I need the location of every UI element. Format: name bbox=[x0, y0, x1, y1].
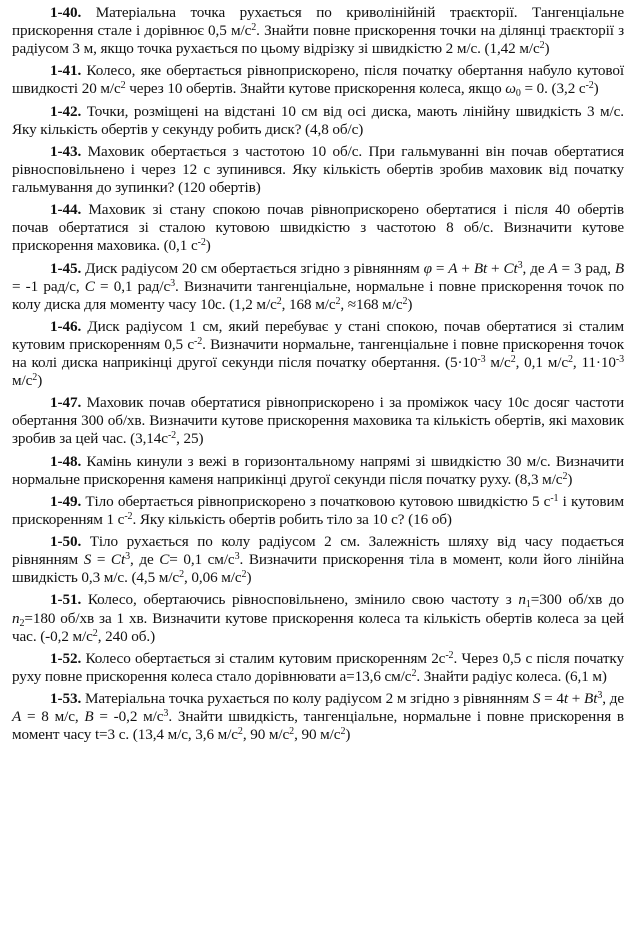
problem-1-43 bbox=[12, 143, 624, 197]
problem-number: 1-41. bbox=[50, 62, 82, 80]
problem-text: Маховик обертається з частотою 10 об/с. При гальмуванні він почав обертатися рівносповільнено і через 12 с зупинився. Яку кількість обертів зробив маховик від початку гальмування до зупинки? (120 обертів) bbox=[12, 142, 625, 196]
problem-text: Диск радіусом 20 см обертається згідно з рівнянням $\varphi = A + Bt + Ct^3$, де A = 3 рад, B = -1 рад/с, C = 0,1 рад/$с^3$. Визначити тангенціальне, нормальне і повне прискорення точок по колу диска для моменту часу 10с. (1,2 $м/с^2$, 168 $м/с^2$, ≈168 $м/с^2$) bbox=[12, 259, 625, 313]
problem-text: Матеріальна точка рухається по криволінійній траєкторії. Тангенціальне прискорення стале і дорівнює 0,5 $м/с^2$. Знайти повне прискорення точки на ділянці траєкторії з радіусом 3 м, якщо точка рухається по цьому відрізку зі швидкістю 2 м/с. (1,42 $м/с^2$) bbox=[12, 4, 624, 58]
problem-text: Тіло обертається рівноприскорено з початковою кутовою швидкістю 5 $с^{-1}$ і кутовим прискоренням 1 $с^{-2}$. Яку кількість обертів робить тіло за 10 с? (16 об) bbox=[12, 492, 625, 528]
problem-text: Камінь кинули з вежі в горизонтальному напрямі зі швидкістю 30 м/с. Визначити нормальне прискорення каменя наприкінці другої секунди після початку руху. (8,3 $м/с^2$) bbox=[12, 452, 624, 488]
problem-1-42 bbox=[12, 103, 624, 139]
problem-1-50 bbox=[12, 533, 624, 587]
problem-text: Диск радіусом 1 см, який перебуває у стані спокою, почав обертатися зі сталим кутовим прискоренням 0,5 $с^{-2}$. Визначити нормальне, тангенціальне і повне прискорення точок на колі диска наприкінці другої секунди після початку обертання. ($5\cdot 10^{-3}$ $м/с^2$, 0,1 $м/с^2$, $11\cdot 10^{-3}$ $м/с^2$) bbox=[12, 317, 625, 390]
problem-number: 1-50. bbox=[50, 533, 82, 551]
problem-1-47 bbox=[12, 394, 624, 448]
problem-number: 1-44. bbox=[50, 201, 82, 219]
problem-number: 1-45. bbox=[50, 259, 82, 277]
problem-text: Колесо, яке обертається рівноприскорено, після початку обертання набуло кутової швидкості 20 $м/с^2$ через 10 обертів. Знайти кутове прискорення колеса, якщо $\omega_0 = 0$. (3,2 $с^{-2}$) bbox=[12, 62, 624, 100]
problem-number: 1-48. bbox=[50, 452, 82, 470]
problem-text: Колесо, обертаючись рівносповільнено, змінило свою частоту з $n_1=300$ об/хв до $n_2=180$ об/хв за 1 хв. Визначити кутове прискорення колеса та кількість обертів колеса за цей час. (-0,2 $м/с^2$, 240 об.) bbox=[12, 591, 624, 645]
problem-1-44 bbox=[12, 201, 624, 255]
problem-1-52 bbox=[12, 650, 624, 686]
problem-number: 1-40. bbox=[50, 4, 82, 21]
problem-1-46 bbox=[12, 318, 624, 390]
problem-1-49 bbox=[12, 493, 624, 529]
problem-1-41 bbox=[12, 62, 624, 98]
problem-1-53 bbox=[12, 690, 624, 744]
problem-1-51 bbox=[12, 591, 624, 645]
problem-text: Матеріальна точка рухається по колу радіусом 2 м згідно з рівнянням $S = 4t + Bt^3$, де A = 8 м/с, B = -0,2 $м/с^3$. Знайти швидкість, тангенціальне, нормальне і повне прискорення в момент часу t=3 с. (13,4 м/с, 3,6 $м/с^2$, 90 $м/с^2$, 90 $м/с^2$) bbox=[12, 690, 624, 744]
problem-1-45 bbox=[12, 260, 624, 314]
problem-text: Маховик почав обертатися рівноприскорено і за проміжок часу 10с досяг частоти обертання 300 об/хв. Визначити кутове прискорення маховика та кількість обертів, які маховик зробив за цей час. ($3,14с^{-2}$, 25) bbox=[12, 394, 624, 448]
problem-number: 1-51. bbox=[50, 591, 82, 609]
problem-number: 1-53. bbox=[50, 690, 82, 708]
problem-text: Колесо обертається зі сталим кутовим прискоренням $2с^{-2}$. Через 0,5 с після початку руху повне прискорення колеса стало дорівнювати а=13,6 $см/с^2$. Знайти радіус колеса. (6,1 м) bbox=[12, 649, 624, 685]
problem-1-40 bbox=[12, 4, 624, 58]
problem-text: Точки, розміщені на відстані 10 см від осі диска, мають лінійну швидкість 3 м/с. Яку кількість обертів у секунду робить диск? (4,8 об/с) bbox=[12, 102, 624, 138]
problem-text: Тіло рухається по колу радіусом 2 см. Залежність шляху від часу подається рівнянням $S = Ct^3$, де C= 0,1 $см/с^3$. Визначити прискорення тіла в момент, коли його лінійна швидкість 0,3 м/с. (4,5 $м/с^2$, 0,06 $м/с^2$) bbox=[12, 533, 624, 587]
problem-number: 1-49. bbox=[50, 492, 82, 510]
problem-number: 1-47. bbox=[50, 394, 82, 412]
problem-text: Маховик зі стану спокою почав рівноприскорено обертатися і після 40 обертів почав обертатися зі сталою кутовою швидкістю з частотою 8 об/с. Визначити кутове прискорення маховика. (0,1 $с^{-2}$) bbox=[12, 201, 624, 255]
problem-1-48 bbox=[12, 453, 624, 489]
problem-number: 1-52. bbox=[50, 649, 82, 667]
problem-number: 1-46. bbox=[50, 317, 82, 335]
problem-number: 1-43. bbox=[50, 142, 82, 160]
problem-number: 1-42. bbox=[50, 102, 82, 120]
